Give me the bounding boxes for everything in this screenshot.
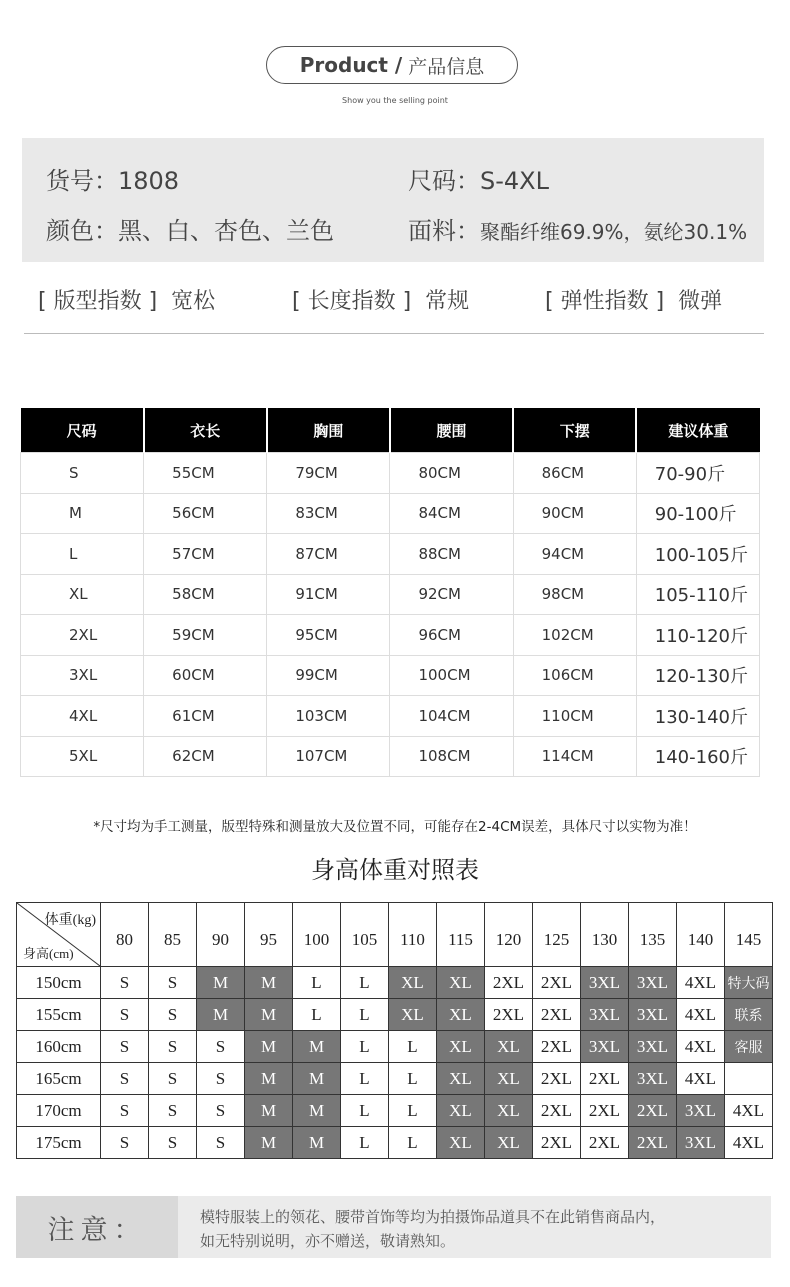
hw-size-cell: L <box>389 1063 437 1095</box>
hw-size-cell: XL <box>485 1127 533 1159</box>
product-subtitle: Show you the selling point <box>342 96 448 105</box>
hw-size-cell: XL <box>437 967 485 999</box>
header-cell: 尺码 <box>21 408 144 453</box>
size-row <box>21 493 760 534</box>
size-cell: 87CM <box>267 534 390 575</box>
size-cell: 55CM <box>144 453 267 494</box>
size-cell: 79CM <box>267 453 390 494</box>
size-cell: XL <box>21 574 144 615</box>
hw-size-cell: M <box>245 1063 293 1095</box>
size-cell: 62CM <box>144 736 267 777</box>
hw-size-cell: 4XL <box>725 1127 773 1159</box>
hw-table-title: 身高体重对照表 <box>311 856 479 884</box>
hw-size-cell: S <box>149 967 197 999</box>
elasticity-index: [ 弹性指数 ] 微弹 <box>545 289 723 314</box>
hw-size-cell: M <box>245 1031 293 1063</box>
hw-size-cell: 2XL <box>581 1063 629 1095</box>
size-cell: 104CM <box>390 696 513 737</box>
weight-axis-label: 体重(kg) <box>44 913 96 928</box>
height-axis-label: 身高(cm) <box>23 946 74 961</box>
size-cell: 103CM <box>267 696 390 737</box>
size-range: 尺码：S-4XL <box>408 167 549 195</box>
hw-size-cell: L <box>341 967 389 999</box>
size-cell: 114CM <box>513 736 636 777</box>
hw-size-cell: M <box>293 1127 341 1159</box>
hw-size-cell: L <box>389 1127 437 1159</box>
hw-row <box>17 967 773 999</box>
notice-label: 注意： <box>16 1196 178 1258</box>
hw-size-cell: 4XL <box>677 1063 725 1095</box>
size-cell: 83CM <box>267 493 390 534</box>
hw-size-cell: XL <box>437 1031 485 1063</box>
size-cell: L <box>21 534 144 575</box>
size-table-header <box>21 408 760 453</box>
size-cell: 96CM <box>390 615 513 656</box>
hw-size-cell: 4XL <box>677 1031 725 1063</box>
hw-size-cell: 联系 <box>725 999 773 1031</box>
size-cell: 98CM <box>513 574 636 615</box>
weight-header-cell: 110 <box>389 903 437 967</box>
size-cell: 60CM <box>144 655 267 696</box>
size-cell: 100CM <box>390 655 513 696</box>
size-cell: 102CM <box>513 615 636 656</box>
size-row <box>21 696 760 737</box>
header-cell: 建议体重 <box>636 408 759 453</box>
hw-size-cell: S <box>197 1063 245 1095</box>
hw-size-cell: XL <box>437 1095 485 1127</box>
hw-size-cell: 3XL <box>581 1031 629 1063</box>
hw-size-cell: 4XL <box>677 999 725 1031</box>
size-cell: 88CM <box>390 534 513 575</box>
size-cell: 90CM <box>513 493 636 534</box>
size-cell: 105-110斤 <box>636 574 759 615</box>
notice-box <box>16 1196 771 1258</box>
hw-size-cell: M <box>245 967 293 999</box>
weight-header-cell: 105 <box>341 903 389 967</box>
product-info-block <box>22 138 764 262</box>
size-row <box>21 574 760 615</box>
hw-size-cell: S <box>149 1127 197 1159</box>
weight-header-cell: 140 <box>677 903 725 967</box>
size-cell: 61CM <box>144 696 267 737</box>
weight-header-cell: 85 <box>149 903 197 967</box>
hw-size-cell: XL <box>437 1127 485 1159</box>
size-cell: 70-90斤 <box>636 453 759 494</box>
hw-size-cell: L <box>341 1063 389 1095</box>
hw-size-cell: L <box>389 1031 437 1063</box>
hw-size-cell: 特大码 <box>725 967 773 999</box>
hw-size-cell: 2XL <box>485 967 533 999</box>
hw-size-cell: XL <box>437 999 485 1031</box>
hw-size-cell: XL <box>389 967 437 999</box>
size-row <box>21 615 760 656</box>
hw-size-cell: L <box>293 999 341 1031</box>
header-cell: 胸围 <box>267 408 390 453</box>
hw-corner-cell <box>17 903 101 967</box>
size-row <box>21 655 760 696</box>
hw-size-cell: 3XL <box>629 967 677 999</box>
weight-header-cell: 145 <box>725 903 773 967</box>
length-index: [ 长度指数 ] 常规 <box>292 289 470 314</box>
divider <box>24 333 764 334</box>
header-cell: 腰围 <box>390 408 513 453</box>
hw-size-cell <box>725 1063 773 1095</box>
hw-size-cell: S <box>149 1095 197 1127</box>
size-row <box>21 453 760 494</box>
height-cell: 170cm <box>17 1095 101 1127</box>
item-number: 货号：1808 <box>46 167 180 195</box>
height-cell: 175cm <box>17 1127 101 1159</box>
size-row <box>21 534 760 575</box>
hw-size-cell: 2XL <box>533 1063 581 1095</box>
size-cell: 58CM <box>144 574 267 615</box>
hw-size-cell: 4XL <box>677 967 725 999</box>
hw-size-cell: 3XL <box>629 1031 677 1063</box>
size-cell: 2XL <box>21 615 144 656</box>
hw-size-cell: XL <box>485 1031 533 1063</box>
hw-size-cell: S <box>101 1031 149 1063</box>
color-options: 颜色：黑、白、杏色、兰色 <box>46 217 334 245</box>
size-cell: 110CM <box>513 696 636 737</box>
hw-size-cell: 2XL <box>533 1127 581 1159</box>
weight-header-cell: 115 <box>437 903 485 967</box>
hw-size-cell: 客服 <box>725 1031 773 1063</box>
hw-size-cell: M <box>293 1095 341 1127</box>
size-cell: 95CM <box>267 615 390 656</box>
weight-header-cell: 90 <box>197 903 245 967</box>
weight-header-cell: 130 <box>581 903 629 967</box>
fabric-info: 面料：聚酯纤维69.9%，氨纶30.1% <box>408 217 748 245</box>
size-row <box>21 736 760 777</box>
hw-row <box>17 1031 773 1063</box>
size-cell: 80CM <box>390 453 513 494</box>
hw-size-cell: S <box>101 999 149 1031</box>
size-cell: 92CM <box>390 574 513 615</box>
size-cell: 56CM <box>144 493 267 534</box>
size-cell: 59CM <box>144 615 267 656</box>
size-cell: 108CM <box>390 736 513 777</box>
weight-header-cell: 100 <box>293 903 341 967</box>
hw-size-cell: 2XL <box>533 1031 581 1063</box>
size-cell: 100-105斤 <box>636 534 759 575</box>
size-cell: 86CM <box>513 453 636 494</box>
size-cell: 90-100斤 <box>636 493 759 534</box>
weight-header-cell: 120 <box>485 903 533 967</box>
hw-size-cell: M <box>245 999 293 1031</box>
size-cell: 99CM <box>267 655 390 696</box>
size-cell: 110-120斤 <box>636 615 759 656</box>
hw-size-cell: S <box>149 1031 197 1063</box>
hw-size-cell: XL <box>437 1063 485 1095</box>
notice-text: 模特服装上的领花、腰带首饰等均为拍摄饰品道具不在此销售商品内， 如无特别说明，亦不赠送，敬请熟知。 <box>200 1208 666 1250</box>
hw-size-cell: 3XL <box>629 999 677 1031</box>
product-title-cn: 产品信息 <box>408 55 485 78</box>
hw-size-cell: S <box>149 1063 197 1095</box>
size-cell: 91CM <box>267 574 390 615</box>
hw-size-cell: M <box>245 1095 293 1127</box>
hw-size-cell: M <box>293 1063 341 1095</box>
weight-header-cell: 135 <box>629 903 677 967</box>
hw-size-cell: M <box>293 1031 341 1063</box>
size-cell: 84CM <box>390 493 513 534</box>
hw-size-cell: 2XL <box>485 999 533 1031</box>
hw-size-cell: 2XL <box>629 1127 677 1159</box>
hw-size-cell: L <box>389 1095 437 1127</box>
hw-size-cell: 2XL <box>581 1095 629 1127</box>
hw-size-cell: 2XL <box>629 1095 677 1127</box>
product-title-pill <box>266 46 518 84</box>
size-cell: 106CM <box>513 655 636 696</box>
hw-size-cell: S <box>101 1063 149 1095</box>
hw-size-cell: S <box>197 1095 245 1127</box>
hw-header-row <box>17 903 773 967</box>
height-cell: 160cm <box>17 1031 101 1063</box>
measurement-note: *尺寸均为手工测量，版型特殊和测量放大及位置不同，可能存在2-4CM误差，具体尺寸以实物为准！ <box>93 819 697 835</box>
hw-size-cell: XL <box>485 1095 533 1127</box>
size-cell: 140-160斤 <box>636 736 759 777</box>
size-cell: M <box>21 493 144 534</box>
hw-size-cell: 2XL <box>533 999 581 1031</box>
hw-size-cell: S <box>101 1127 149 1159</box>
hw-size-cell: 4XL <box>725 1095 773 1127</box>
hw-size-cell: S <box>197 1127 245 1159</box>
hw-row <box>17 1095 773 1127</box>
hw-row <box>17 999 773 1031</box>
hw-size-cell: 2XL <box>581 1127 629 1159</box>
size-table <box>20 408 760 777</box>
hw-size-cell: M <box>197 967 245 999</box>
size-cell: 120-130斤 <box>636 655 759 696</box>
size-cell: 3XL <box>21 655 144 696</box>
hw-size-cell: S <box>101 1095 149 1127</box>
hw-size-cell: L <box>341 1127 389 1159</box>
product-title-en: Product / <box>299 53 403 77</box>
hw-size-cell: M <box>197 999 245 1031</box>
size-cell: 130-140斤 <box>636 696 759 737</box>
height-cell: 150cm <box>17 967 101 999</box>
hw-size-cell: 3XL <box>629 1063 677 1095</box>
hw-size-cell: L <box>341 1095 389 1127</box>
size-cell: 57CM <box>144 534 267 575</box>
hw-size-cell: XL <box>389 999 437 1031</box>
height-weight-table <box>16 902 773 1159</box>
weight-header-cell: 95 <box>245 903 293 967</box>
size-cell: 5XL <box>21 736 144 777</box>
hw-size-cell: L <box>293 967 341 999</box>
header-cell: 下摆 <box>513 408 636 453</box>
hw-size-cell: XL <box>485 1063 533 1095</box>
size-cell: 94CM <box>513 534 636 575</box>
hw-size-cell: 3XL <box>581 967 629 999</box>
weight-header-cell: 125 <box>533 903 581 967</box>
hw-size-cell: 2XL <box>533 967 581 999</box>
hw-size-cell: S <box>101 967 149 999</box>
height-cell: 155cm <box>17 999 101 1031</box>
hw-row <box>17 1127 773 1159</box>
size-cell: 4XL <box>21 696 144 737</box>
fit-index: [ 版型指数 ] 宽松 <box>38 289 216 314</box>
hw-size-cell: 2XL <box>533 1095 581 1127</box>
weight-header-cell: 80 <box>101 903 149 967</box>
size-cell: S <box>21 453 144 494</box>
hw-size-cell: L <box>341 1031 389 1063</box>
hw-size-cell: L <box>341 999 389 1031</box>
hw-size-cell: S <box>149 999 197 1031</box>
height-cell: 165cm <box>17 1063 101 1095</box>
hw-size-cell: 3XL <box>677 1095 725 1127</box>
hw-size-cell: 3XL <box>677 1127 725 1159</box>
size-cell: 107CM <box>267 736 390 777</box>
hw-size-cell: S <box>197 1031 245 1063</box>
hw-row <box>17 1063 773 1095</box>
hw-size-cell: M <box>245 1127 293 1159</box>
header-cell: 衣长 <box>144 408 267 453</box>
hw-size-cell: 3XL <box>581 999 629 1031</box>
